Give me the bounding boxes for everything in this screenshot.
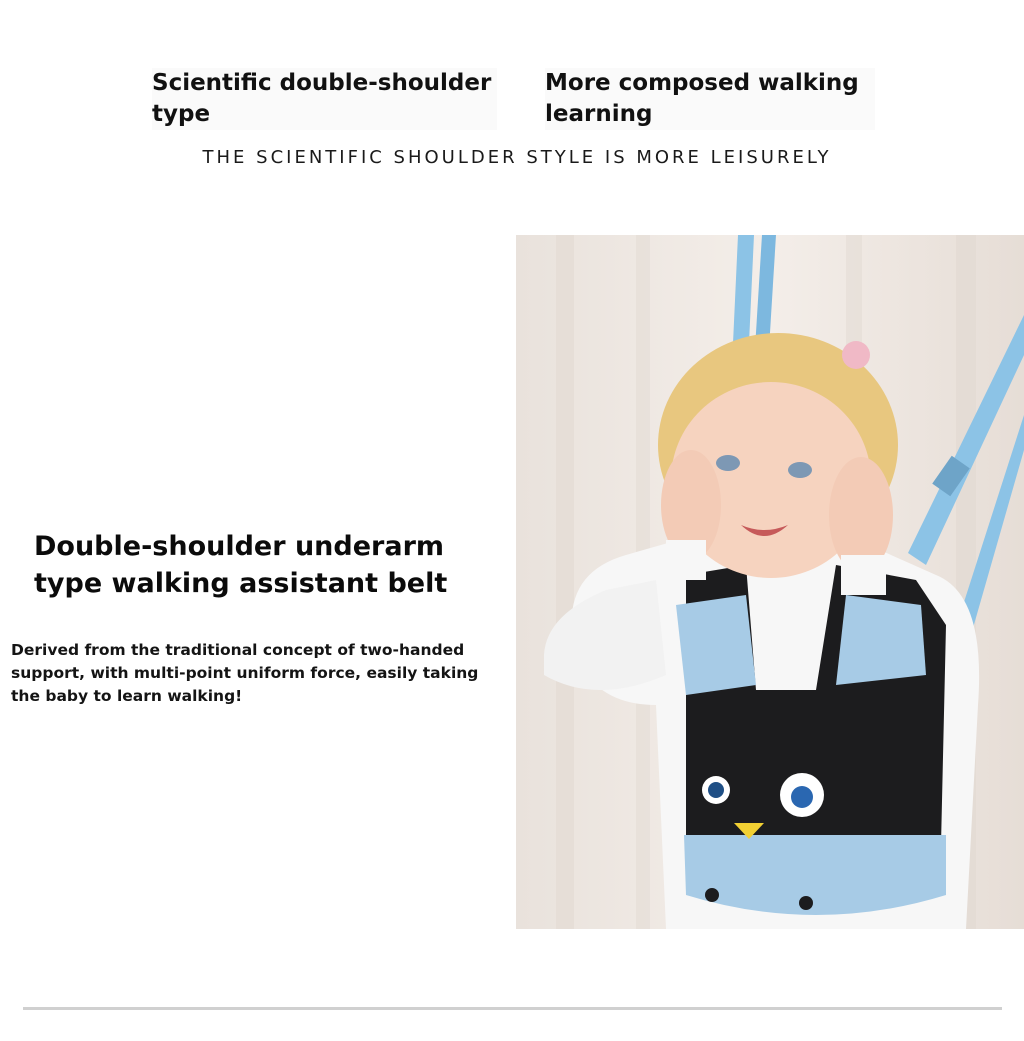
section-subtitle: THE SCIENTIFIC SHOULDER STYLE IS MORE LEISURELY	[202, 147, 832, 168]
baby-harness-illustration	[516, 235, 1024, 929]
bottom-divider	[23, 1007, 1002, 1010]
product-title: Double-shoulder underarm type walking assistant belt	[34, 531, 448, 599]
product-photo	[516, 235, 1024, 929]
feature-heading-right: More composed walking learning	[545, 68, 875, 130]
feature-heading-left: Scientific double-shoulder type	[152, 68, 497, 130]
product-description: Derived from the traditional concept of two-handed support, with multi-point uniform force, easily taking the baby to learn walking!	[11, 641, 479, 705]
